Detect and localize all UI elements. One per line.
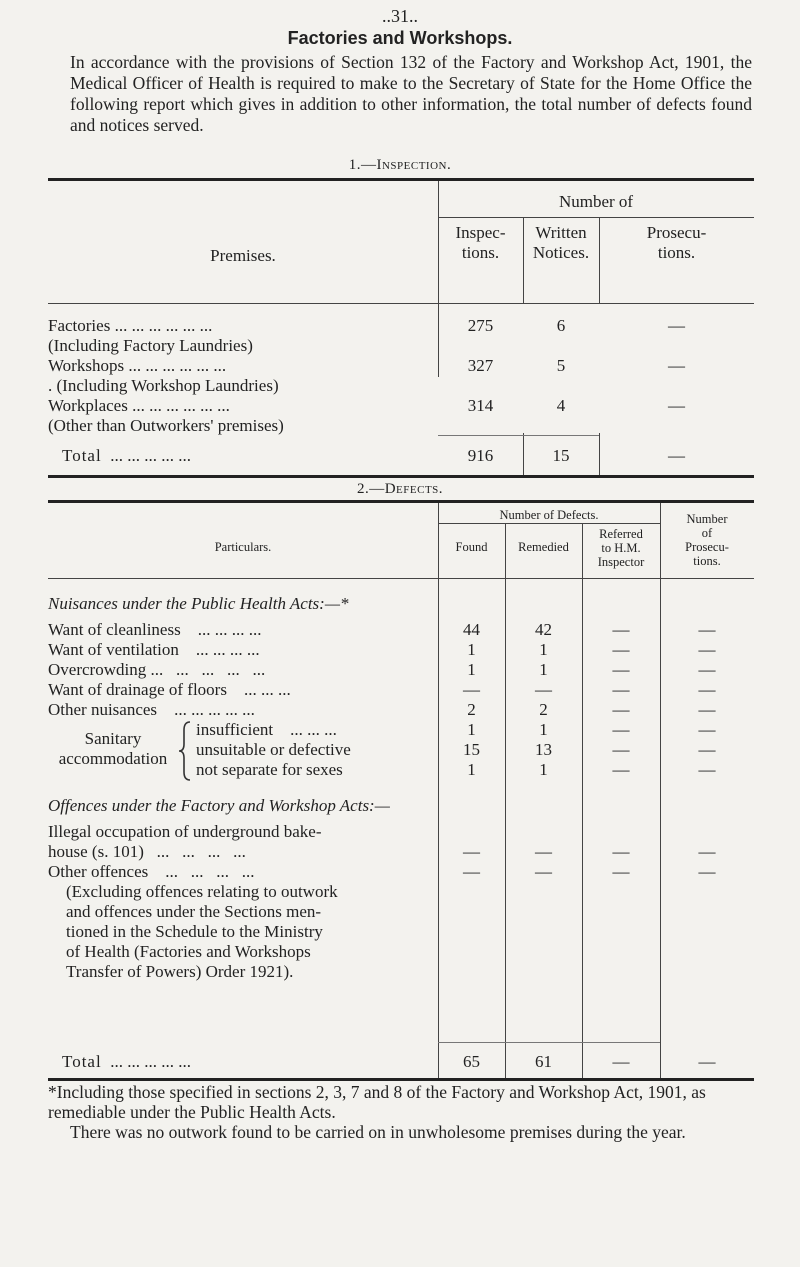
inspection-title: 1.—Inspection. <box>348 157 452 173</box>
page-heading: Factories and Workshops. <box>287 28 513 48</box>
brace-icon <box>178 720 192 782</box>
col-prosecutions: Prosecu- tions. <box>646 223 707 262</box>
footnote: *Including those specified in sections 2, 3, 7 and 8 of the Factory and Workshop Act, 1901, as remediable under the Public Health Acts. <box>48 1082 706 1122</box>
closing-paragraph: There was no outwork found to be carried on in unwholesome premises during the year. <box>70 1122 686 1142</box>
intro-paragraph: In accordance with the provisions of Section 132 of the Factory and Workshop Act, 1901, the Medical Officer of Health is required to make to the Secretary of State for the Home Office the following report which gives in addition to other information, the total number of defects found and notices served. <box>70 52 752 135</box>
other-offences-note: (Excluding offences relating to outwork and offences under the Sections men- tioned in the Schedule to the Ministry of Health (Factories and Workshops Transfer of Powers) Order 1921). <box>66 882 338 981</box>
col-particulars: Particulars. <box>214 540 272 554</box>
col-number-of: Number of <box>558 192 634 211</box>
section-offences: Offences under the Factory and Workshop Acts:— <box>48 796 390 815</box>
defects-title: 2.—Defects. <box>356 481 444 497</box>
page-number: ..31.. <box>382 6 418 26</box>
col-found: Found <box>455 540 488 554</box>
col-number-of-defects: Number of Defects. <box>499 508 599 522</box>
col-premises: Premises. <box>210 246 276 265</box>
col-referred: Referred to H.M. Inspector <box>597 527 645 569</box>
col-number-prosecutions: Number of Prosecu- tions. <box>685 512 729 568</box>
col-written-notices: Written Notices. <box>532 223 590 262</box>
col-remedied: Remedied <box>518 540 569 554</box>
col-inspections: Inspec- tions. <box>455 223 506 262</box>
section-nuisances: Nuisances under the Public Health Acts:—* <box>48 594 349 613</box>
sanitary-accommodation-label: Sanitary accommodation <box>58 729 168 768</box>
